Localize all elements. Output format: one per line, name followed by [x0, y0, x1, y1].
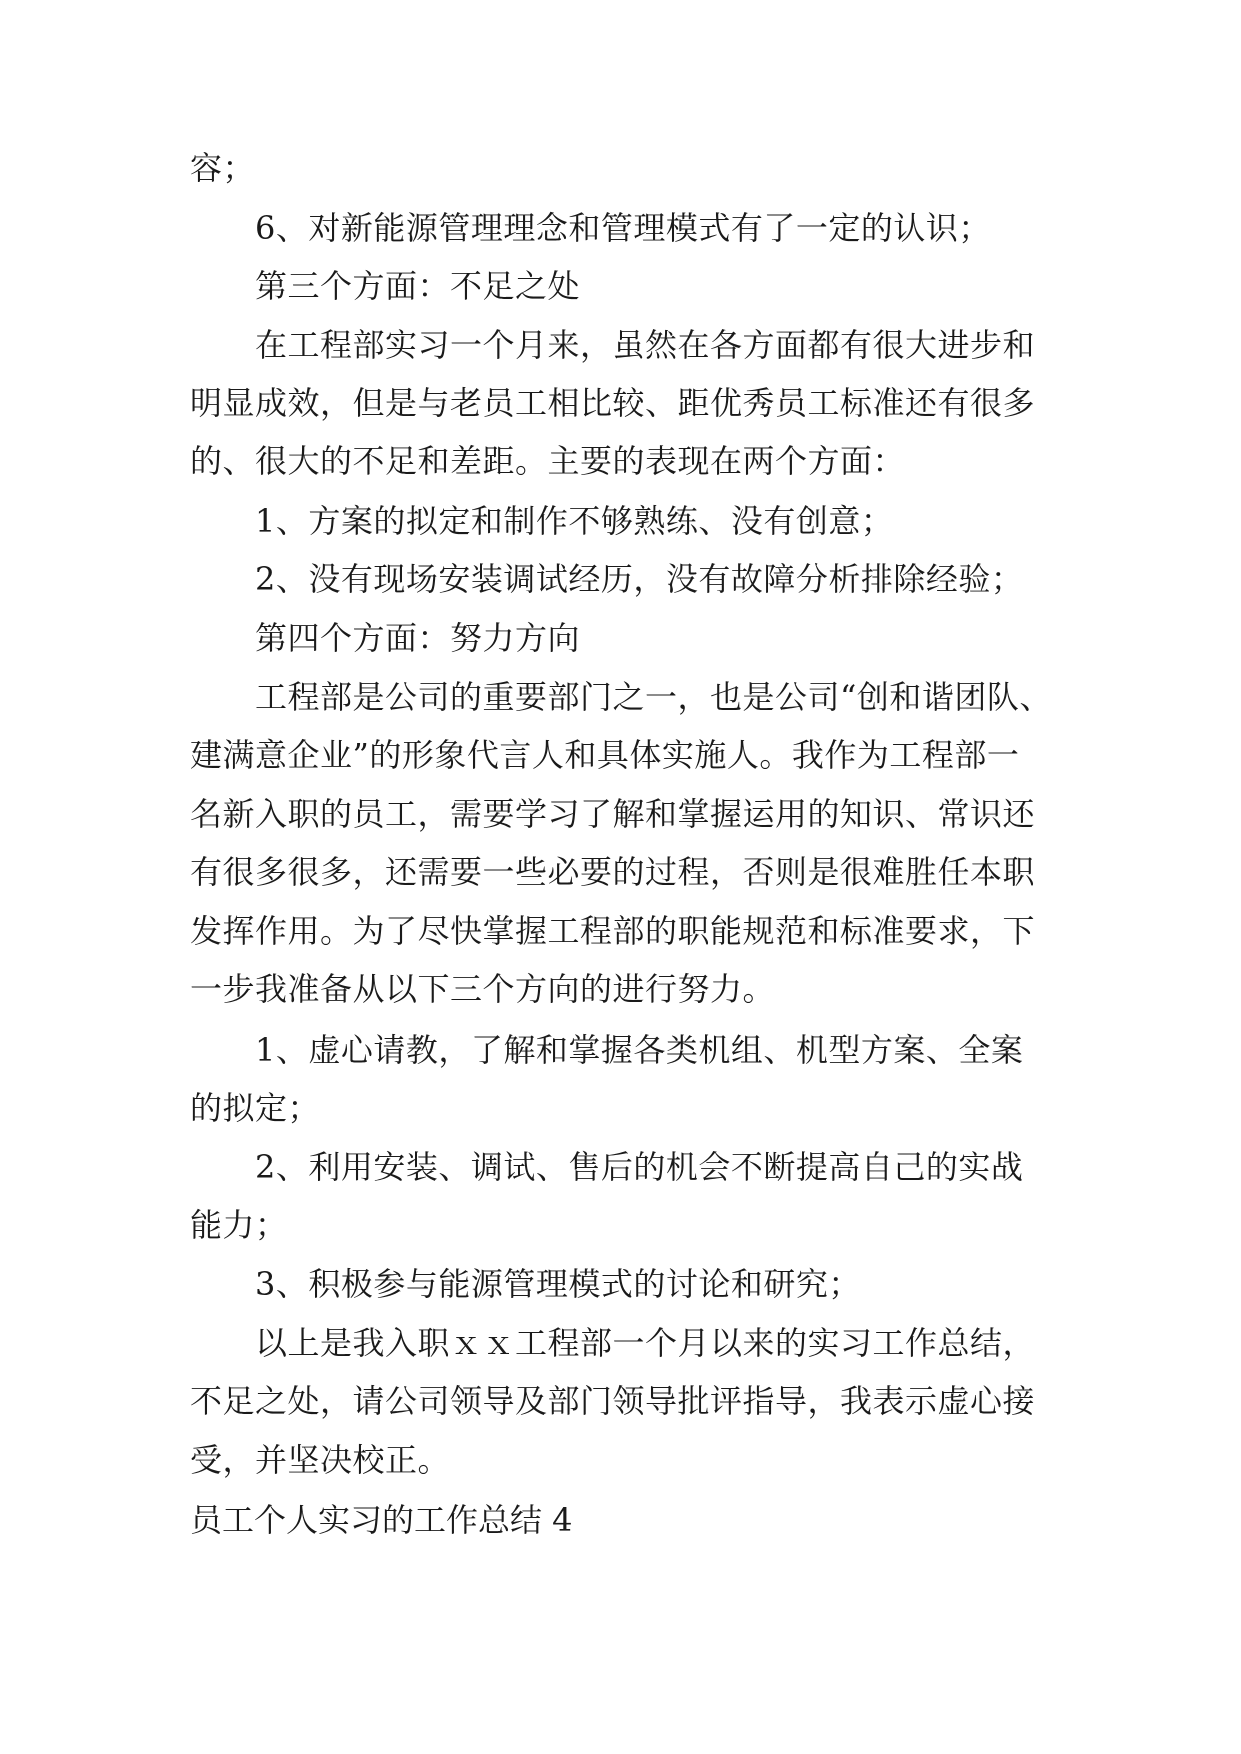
list-item: 2、没有现场安装调试经历，没有故障分析排除经验；	[255, 560, 1024, 598]
paragraph-line: 的拟定；	[190, 1089, 321, 1127]
paragraph-line: 有很多很多，还需要一些必要的过程，否则是很难胜任本职	[190, 853, 1036, 891]
section-heading: 第四个方面：努力方向	[255, 619, 581, 657]
paragraph-line: 明显成效，但是与老员工相比较、距优秀员工标准还有很多	[190, 384, 1036, 422]
list-item: 1、虚心请教，了解和掌握各类机组、机型方案、全案	[255, 1031, 1024, 1069]
paragraph-line: 能力；	[190, 1206, 288, 1244]
list-item: 1、方案的拟定和制作不够熟练、没有创意；	[255, 502, 894, 540]
list-item: 2、利用安装、调试、售后的机会不断提高自己的实战	[255, 1148, 1024, 1186]
paragraph-line: 发挥作用。为了尽快掌握工程部的职能规范和标准要求，下	[190, 912, 1036, 950]
paragraph-line: 的、很大的不足和差距。主要的表现在两个方面：	[190, 442, 906, 480]
section-heading: 第三个方面：不足之处	[255, 267, 581, 305]
list-item: 6、对新能源管理理念和管理模式有了一定的认识；	[255, 209, 991, 247]
document-title: 员工个人实习的工作总结 4	[190, 1501, 573, 1539]
paragraph-line: 容；	[190, 149, 256, 187]
paragraph-line: 不足之处，请公司领导及部门领导批评指导，我表示虚心接	[190, 1382, 1036, 1420]
paragraph-line: 以上是我入职ｘｘ工程部一个月以来的实习工作总结，	[255, 1324, 1036, 1362]
paragraph-line: 在工程部实习一个月来，虽然在各方面都有很大进步和	[255, 326, 1036, 364]
paragraph-line: 工程部是公司的重要部门之一，也是公司“创和谐团队、	[255, 678, 1052, 716]
paragraph-line: 名新入职的员工，需要学习了解和掌握运用的知识、常识还	[190, 795, 1036, 833]
paragraph-line: 建满意企业”的形象代言人和具体实施人。我作为工程部一	[190, 736, 1020, 774]
list-item: 3、积极参与能源管理模式的讨论和研究；	[255, 1265, 861, 1303]
paragraph-line: 受，并坚决校正。	[190, 1441, 451, 1479]
paragraph-line: 一步我准备从以下三个方向的进行努力。	[190, 970, 776, 1008]
